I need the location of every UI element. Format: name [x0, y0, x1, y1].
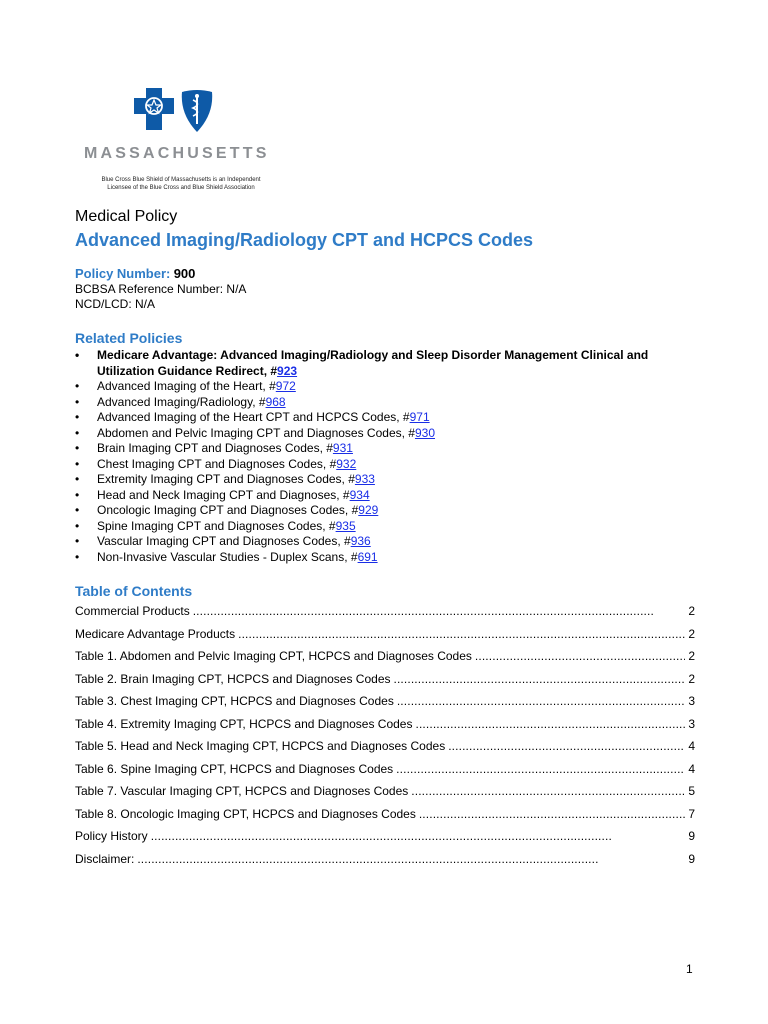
- policy-link[interactable]: 931: [332, 441, 353, 455]
- toc-entry[interactable]: Table 4. Extremity Imaging CPT, HCPCS and Diagnoses Codes . . . 3: [75, 713, 695, 736]
- toc-entry[interactable]: Table 2. Brain Imaging CPT, HCPCS and Diagnoses Codes . . . 2: [75, 668, 695, 691]
- policy-number-value: 900: [173, 266, 196, 281]
- list-item: • Advanced Imaging of the Heart, #972: [75, 379, 695, 395]
- toc-entry[interactable]: Table 8. Oncologic Imaging CPT, HCPCS and Diagnoses Codes . . . 7: [75, 803, 695, 826]
- policy-link[interactable]: 923: [277, 363, 298, 378]
- table-of-contents: [75, 600, 695, 870]
- list-item: • Advanced Imaging/Radiology, #968: [75, 395, 695, 411]
- policy-link[interactable]: 691: [357, 549, 378, 564]
- policy-info: [75, 266, 695, 312]
- toc-entry[interactable]: Commercial Products . . . 2: [75, 600, 695, 623]
- policy-number-label: Policy Number:: [75, 266, 171, 281]
- list-item: • Chest Imaging CPT and Diagnoses Codes, #932: [75, 457, 695, 473]
- toc-entry[interactable]: Table 3. Chest Imaging CPT, HCPCS and Diagnoses Codes . . . 3: [75, 690, 695, 713]
- list-item: • Brain Imaging CPT and Diagnoses Codes, #931: [75, 441, 695, 457]
- policy-link[interactable]: 936: [350, 534, 371, 548]
- blue-cross-blue-shield-icon: [132, 88, 222, 134]
- page-number: 1: [686, 962, 693, 976]
- policy-link[interactable]: 968: [265, 394, 286, 409]
- toc-entry[interactable]: Medicare Advantage Products . . . 2: [75, 623, 695, 646]
- toc-entry[interactable]: Table 1. Abdomen and Pelvic Imaging CPT, HCPCS and Diagnoses Codes . . . 2: [75, 645, 695, 668]
- document-type: Medical Policy: [75, 208, 178, 225]
- related-policies-list: [75, 348, 695, 565]
- list-item: • Medicare Advantage: Advanced Imaging/Radiology and Sleep Disorder Management Clinical and Utilization Guidance Redirect, #923: [75, 348, 695, 379]
- toc-entry[interactable]: Table 6. Spine Imaging CPT, HCPCS and Diagnoses Codes . . . 4: [75, 758, 695, 781]
- list-item: • Advanced Imaging of the Heart CPT and HCPCS Codes, #971: [75, 410, 695, 426]
- toc-entry[interactable]: Policy History . . . 9: [75, 825, 695, 848]
- policy-link[interactable]: 935: [335, 518, 356, 533]
- logo-wordmark: MASSACHUSETTS: [84, 145, 270, 162]
- bcbs-logo: [84, 88, 284, 198]
- bcbsa-reference: BCBSA Reference Number: N/A: [75, 282, 247, 296]
- policy-link[interactable]: 930: [414, 425, 435, 440]
- page-title: Advanced Imaging/Radiology CPT and HCPCS Codes: [75, 230, 534, 250]
- policy-link[interactable]: 971: [409, 410, 430, 424]
- toc-entry[interactable]: Table 5. Head and Neck Imaging CPT, HCPCS and Diagnoses Codes . . . 4: [75, 735, 695, 758]
- list-item: • Non-Invasive Vascular Studies - Duplex Scans, #691: [75, 550, 695, 566]
- toc-heading: Table of Contents: [75, 583, 193, 599]
- list-item: • Abdomen and Pelvic Imaging CPT and Diagnoses Codes, #930: [75, 426, 695, 442]
- list-item: • Oncologic Imaging CPT and Diagnoses Codes, #929: [75, 503, 695, 519]
- policy-link[interactable]: 972: [275, 379, 296, 393]
- logo-tagline: Blue Cross Blue Shield of Massachusetts is an Independent Licensee of the Blue Cross and Blue Shield Association: [101, 177, 261, 191]
- toc-entry[interactable]: Table 7. Vascular Imaging CPT, HCPCS and Diagnoses Codes . . . 5: [75, 780, 695, 803]
- policy-link[interactable]: 934: [349, 487, 370, 502]
- policy-link[interactable]: 929: [358, 503, 379, 517]
- ncd-lcd: NCD/LCD: N/A: [75, 297, 156, 311]
- policy-document: [75, 204, 695, 870]
- list-item: • Vascular Imaging CPT and Diagnoses Codes, #936: [75, 534, 695, 550]
- policy-link[interactable]: 933: [354, 472, 375, 486]
- toc-entry[interactable]: Disclaimer: . . . 9: [75, 848, 695, 871]
- list-item: • Spine Imaging CPT and Diagnoses Codes, #935: [75, 519, 695, 535]
- policy-link[interactable]: 932: [336, 456, 357, 471]
- policy-number-line: [75, 266, 695, 282]
- related-policies-heading: Related Policies: [75, 330, 183, 346]
- list-item: • Head and Neck Imaging CPT and Diagnoses, #934: [75, 488, 695, 504]
- list-item: • Extremity Imaging CPT and Diagnoses Codes, #933: [75, 472, 695, 488]
